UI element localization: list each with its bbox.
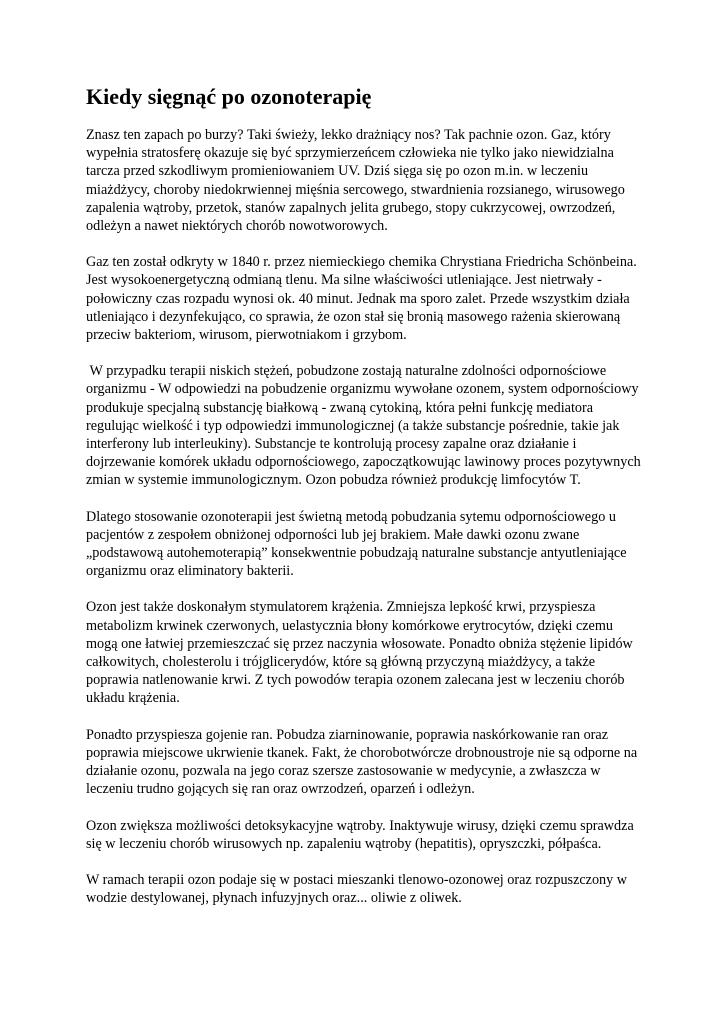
paragraph: W przypadku terapii niskich stężeń, pobudzone zostają naturalne zdolności odpornościowe organizmu - W odpowiedzi na pobudzenie organizmu wywołane ozonem, system odpornościowy produkuje specjalną substancję białkową - zwaną cytokiną, która pełni funkcję mediatora regulując wielkość i typ odpowiedzi immunologicznej (a także substancje pośrednie, takie jak interferony lub interleukiny). Substancje te kontrolują procesy zapalne oraz działanie i dojrzewanie komórek układu odpornościowego, zapoczątkowując lawinowy proces pozytywnych zmian w systemie immunologicznym. Ozon pobudza również produkcję limfocytów T. [86, 363, 645, 489]
paragraph: Ponadto przyspiesza gojenie ran. Pobudza ziarninowanie, poprawia naskórkowanie ran oraz poprawia miejscowe ukrwienie tkanek. Fakt, że chorobotwórcze drobnoustroje nie są odporne na działanie ozonu, pozwala na jego coraz szersze zastosowanie w medycynie, a zwłaszcza w leczeniu trudno gojących się ran oraz owrzodzeń, oparzeń i odleżyn. [86, 726, 638, 798]
document-title: Kiedy sięgnąć po ozonoterapię [86, 84, 372, 109]
paragraph: Ozon zwiększa możliwości detoksykacyjne wątroby. Inaktywuje wirusy, dzięki czemu sprawdza się w leczeniu chorób wirusowych np. zapaleniu wątroby (hepatitis), opryszczki, półpaśca. [86, 817, 634, 852]
paragraph: W ramach terapii ozon podaje się w postaci mieszanki tlenowo-ozonowej oraz rozpuszczony w wodzie destylowanej, płynach infuzyjnych oraz... oliwie z oliwek. [86, 871, 628, 907]
paragraph: Ozon jest także doskonałym stymulatorem krążenia. Zmniejsza lepkość krwi, przyspiesza metabolizm krwinek czerwonych, uelastycznia błony komórkowe erytrocytów, dzięki czemu mogą one łatwiej przemieszczać się przez naczynia włosowate. Ponadto obniża stężenie lipidów całkowitych, cholesterolu i trójglicerydów, które są główną przyczyną miażdżycy, a także poprawia natlenowanie krwi. Z tych powodów terapia ozonem zalecana jest w leczeniu chorób układu krążenia. [86, 599, 633, 707]
paragraph: Gaz ten został odkryty w 1840 r. przez niemieckiego chemika Chrystiana Friedricha Schönbeina. Jest wysokoenergetyczną odmianą tlenu. Ma silne właściwości utleniające. Jest nietrwały - połowiczny czas rozpadu wynosi ok. 40 minut. Jednak ma sporo zalet. Przede wszystkim działa utleniająco i dezynfekująco, co sprawia, że ozon stał się bronią masowego rażenia skierowaną przeciw bakteriom, wirusom, pierwotniakom i grzybom. [86, 254, 637, 344]
paragraph: Znasz ten zapach po burzy? Taki świeży, lekko drażniący nos? Tak pachnie ozon. Gaz, który wypełnia stratosferę okazuje się być sprzymierzeńcem człowieka nie tylko jako niewidzialna tarcza przed szkodliwym promieniowaniem UV. Dziś sięga się po ozon m.in. w leczeniu miażdżycy, choroby niedokrwiennej mięśnia sercowego, stwardnienia rozsianego, wirusowego zapalenia wątroby, przetok, stanów zapalnych jelita grubego, stopy cukrzycowej, owrzodzeń, odleżyn a nawet niektórych chorób nowotworowych. [86, 127, 625, 235]
paragraph: Dlatego stosowanie ozonoterapii jest świetną metodą pobudzania sytemu odpornościowego u pacjentów z zespołem obniżonej odporności lub jej brakiem. Małe dawki ozonu zwane „podstawową autohemoterapią” konsekwentnie pobudzają naturalne substancje antyutleniające organizmu oraz eliminatory bakterii. [86, 508, 627, 580]
document-page [86, 82, 646, 925]
